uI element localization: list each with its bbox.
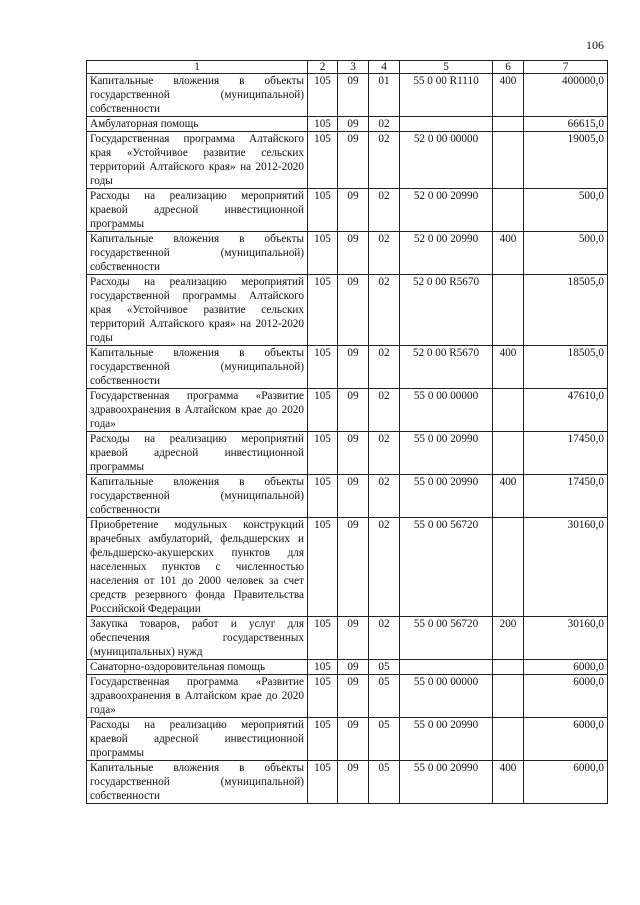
row-name-cell: Государственная программа Алтайского края «Устойчивое развитие сельских территорий Алтайского края» на 2012-2020 годы: [87, 132, 308, 189]
row-sum-cell: 47610,0: [524, 389, 608, 432]
table-row: [87, 475, 608, 518]
row-name-cell: Закупка товаров, работ и услуг для обеспечения государственных (муниципальных) нужд: [87, 617, 308, 660]
page-number: 106: [586, 38, 604, 52]
row-rz-cell: 09: [338, 346, 369, 389]
header-col-6: 6: [493, 61, 524, 74]
table-row: [87, 675, 608, 718]
header-col-3: 3: [338, 61, 369, 74]
row-ved-cell: 105: [308, 275, 338, 346]
row-rz-cell: 09: [338, 617, 369, 660]
row-vr-cell: [493, 432, 524, 475]
table-row: [87, 275, 608, 346]
row-ved-cell: 105: [308, 74, 338, 117]
table-row: [87, 74, 608, 117]
row-name-cell: Расходы на реализацию мероприятий краевой адресной инвестиционной программы: [87, 432, 308, 475]
row-ved-cell: 105: [308, 675, 338, 718]
row-rz-cell: 09: [338, 718, 369, 761]
table-row: [87, 132, 608, 189]
row-rz-cell: 09: [338, 475, 369, 518]
row-sum-cell: 17450,0: [524, 432, 608, 475]
row-ved-cell: 105: [308, 189, 338, 232]
row-rz-cell: 09: [338, 232, 369, 275]
budget-table: [86, 60, 608, 804]
row-sum-cell: 6000,0: [524, 675, 608, 718]
row-ved-cell: 105: [308, 761, 338, 804]
row-name-cell: Расходы на реализацию мероприятий государственной программы Алтайского края «Устойчивое развитие сельских территорий Алтайского края» на 2012-2020 годы: [87, 275, 308, 346]
row-sum-cell: 30160,0: [524, 518, 608, 617]
row-ved-cell: 105: [308, 132, 338, 189]
row-sum-cell: 17450,0: [524, 475, 608, 518]
row-name-cell: Санаторно-оздоровительная помощь: [87, 660, 308, 675]
row-csr-cell: 55 0 00 20990: [400, 475, 493, 518]
row-rz-cell: 09: [338, 432, 369, 475]
row-sum-cell: 500,0: [524, 189, 608, 232]
row-name-cell: Расходы на реализацию мероприятий краевой адресной инвестиционной программы: [87, 189, 308, 232]
table-row: [87, 432, 608, 475]
row-vr-cell: [493, 660, 524, 675]
row-csr-cell: 55 0 00 00000: [400, 389, 493, 432]
row-sum-cell: 6000,0: [524, 761, 608, 804]
row-rz-cell: 09: [338, 189, 369, 232]
table-row: [87, 232, 608, 275]
row-rz-cell: 09: [338, 74, 369, 117]
row-rz-cell: 09: [338, 117, 369, 132]
row-vr-cell: [493, 718, 524, 761]
row-sum-cell: 6000,0: [524, 660, 608, 675]
row-ved-cell: 105: [308, 346, 338, 389]
row-pr-cell: 02: [369, 189, 400, 232]
row-pr-cell: 02: [369, 275, 400, 346]
row-vr-cell: 400: [493, 475, 524, 518]
row-pr-cell: 02: [369, 117, 400, 132]
row-ved-cell: 105: [308, 232, 338, 275]
row-name-cell: Капитальные вложения в объекты государственной (муниципальной) собственности: [87, 475, 308, 518]
table-row: [87, 761, 608, 804]
row-name-cell: Капитальные вложения в объекты государственной (муниципальной) собственности: [87, 74, 308, 117]
table-header-row: [87, 61, 608, 74]
table-row: [87, 189, 608, 232]
row-ved-cell: 105: [308, 518, 338, 617]
table-row: [87, 718, 608, 761]
row-csr-cell: 55 0 00 20990: [400, 718, 493, 761]
table-row: [87, 346, 608, 389]
row-rz-cell: 09: [338, 660, 369, 675]
header-col-1: 1: [87, 61, 308, 74]
row-sum-cell: 66615,0: [524, 117, 608, 132]
header-col-4: 4: [369, 61, 400, 74]
row-pr-cell: 05: [369, 660, 400, 675]
row-csr-cell: 52 0 00 20990: [400, 189, 493, 232]
row-ved-cell: 105: [308, 660, 338, 675]
row-vr-cell: [493, 389, 524, 432]
row-rz-cell: 09: [338, 518, 369, 617]
row-sum-cell: 500,0: [524, 232, 608, 275]
row-pr-cell: 02: [369, 432, 400, 475]
row-ved-cell: 105: [308, 389, 338, 432]
header-col-2: 2: [308, 61, 338, 74]
row-sum-cell: 18505,0: [524, 346, 608, 389]
row-pr-cell: 05: [369, 718, 400, 761]
row-pr-cell: 02: [369, 475, 400, 518]
row-csr-cell: 52 0 00 20990: [400, 232, 493, 275]
row-vr-cell: [493, 189, 524, 232]
row-ved-cell: 105: [308, 617, 338, 660]
row-vr-cell: [493, 675, 524, 718]
row-pr-cell: 05: [369, 675, 400, 718]
table-row: [87, 660, 608, 675]
row-csr-cell: 52 0 00 00000: [400, 132, 493, 189]
row-pr-cell: 02: [369, 232, 400, 275]
row-ved-cell: 105: [308, 718, 338, 761]
table-row: [87, 518, 608, 617]
row-name-cell: Капитальные вложения в объекты государственной (муниципальной) собственности: [87, 761, 308, 804]
row-ved-cell: 105: [308, 117, 338, 132]
row-vr-cell: 400: [493, 74, 524, 117]
table-row: [87, 117, 608, 132]
row-csr-cell: [400, 660, 493, 675]
row-pr-cell: 02: [369, 617, 400, 660]
row-sum-cell: 19005,0: [524, 132, 608, 189]
row-rz-cell: 09: [338, 275, 369, 346]
row-csr-cell: 55 0 00 56720: [400, 617, 493, 660]
row-pr-cell: 02: [369, 518, 400, 617]
row-csr-cell: 55 0 00 00000: [400, 675, 493, 718]
row-csr-cell: 55 0 00 56720: [400, 518, 493, 617]
row-sum-cell: 18505,0: [524, 275, 608, 346]
row-csr-cell: 55 0 00 20990: [400, 761, 493, 804]
row-csr-cell: 55 0 00 20990: [400, 432, 493, 475]
row-vr-cell: 200: [493, 617, 524, 660]
row-csr-cell: [400, 117, 493, 132]
row-csr-cell: 55 0 00 R1110: [400, 74, 493, 117]
row-ved-cell: 105: [308, 475, 338, 518]
row-pr-cell: 05: [369, 761, 400, 804]
row-ved-cell: 105: [308, 432, 338, 475]
row-csr-cell: 52 0 00 R5670: [400, 346, 493, 389]
table-row: [87, 389, 608, 432]
row-sum-cell: 400000,0: [524, 74, 608, 117]
row-pr-cell: 01: [369, 74, 400, 117]
row-vr-cell: [493, 275, 524, 346]
row-sum-cell: 6000,0: [524, 718, 608, 761]
row-vr-cell: 400: [493, 346, 524, 389]
row-name-cell: Капитальные вложения в объекты государственной (муниципальной) собственности: [87, 232, 308, 275]
row-rz-cell: 09: [338, 675, 369, 718]
header-col-5: 5: [400, 61, 493, 74]
row-csr-cell: 52 0 00 R5670: [400, 275, 493, 346]
row-vr-cell: 400: [493, 761, 524, 804]
table-body: [87, 74, 608, 804]
row-vr-cell: 400: [493, 232, 524, 275]
row-name-cell: Расходы на реализацию мероприятий краевой адресной инвестиционной программы: [87, 718, 308, 761]
row-name-cell: Амбулаторная помощь: [87, 117, 308, 132]
row-vr-cell: [493, 518, 524, 617]
row-vr-cell: [493, 132, 524, 189]
row-name-cell: Государственная программа «Развитие здравоохранения в Алтайском крае до 2020 года»: [87, 675, 308, 718]
row-vr-cell: [493, 117, 524, 132]
row-pr-cell: 02: [369, 346, 400, 389]
row-name-cell: Капитальные вложения в объекты государственной (муниципальной) собственности: [87, 346, 308, 389]
row-sum-cell: 30160,0: [524, 617, 608, 660]
header-col-7: 7: [524, 61, 608, 74]
row-rz-cell: 09: [338, 761, 369, 804]
row-name-cell: Государственная программа «Развитие здравоохранения в Алтайском крае до 2020 года»: [87, 389, 308, 432]
row-pr-cell: 02: [369, 389, 400, 432]
row-rz-cell: 09: [338, 389, 369, 432]
row-rz-cell: 09: [338, 132, 369, 189]
row-pr-cell: 02: [369, 132, 400, 189]
row-name-cell: Приобретение модульных конструкций врачебных амбулаторий, фельдшерских и фельдшерско-акушерских пунктов для населенных пунктов с численностью населения от 101 до 2000 человек за счет средств резервного фонда Правительства Российской Федерации: [87, 518, 308, 617]
table-row: [87, 617, 608, 660]
